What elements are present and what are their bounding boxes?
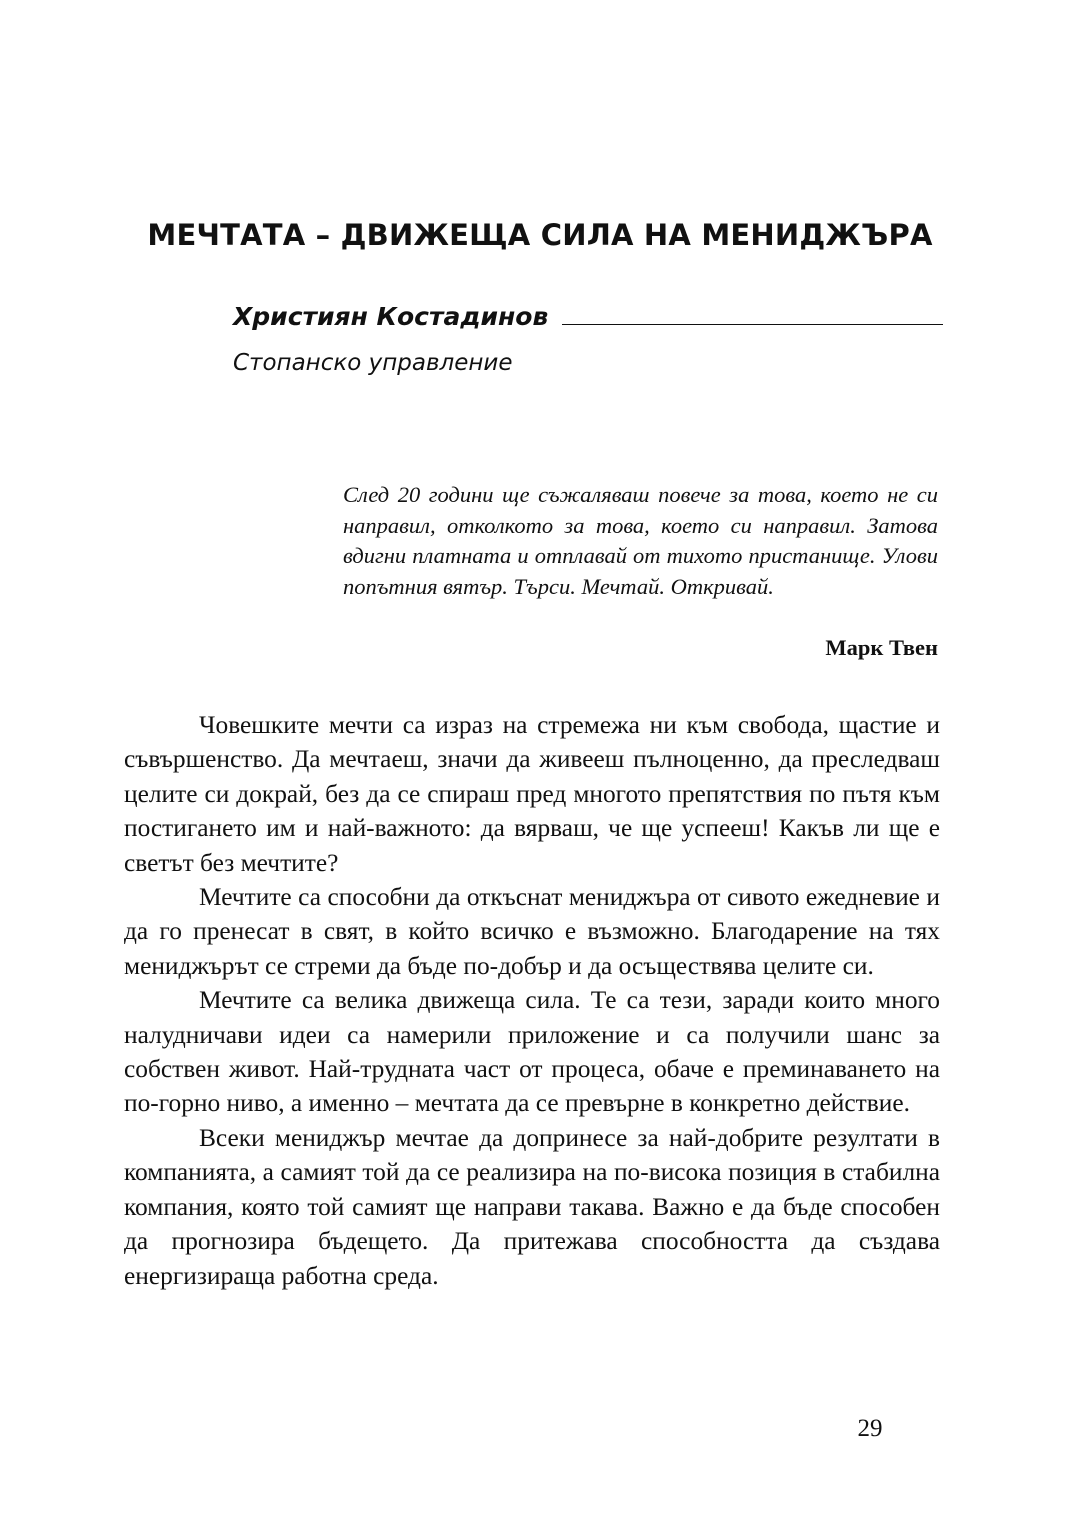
- author-block: [233, 302, 943, 331]
- author-name: Християн Костадинов: [233, 302, 549, 331]
- article-body: [124, 708, 940, 1293]
- epigraph-quote: След 20 години ще съжаляваш повече за това, което не си направил, отколкото за това, което си направил. Затова вдигни платната и отплавай от тихото пристанище. Улови попътния вятър. Търси. Мечтай. Откривай.: [343, 482, 938, 599]
- body-paragraph-2: Мечтите са способни да откъснат мениджъра от сивото ежедневие и да го пренесат в свят, в който всичко е възможно. Благодарение на тях мениджърът се стреми да бъде по-добър и да осъществява целите си.: [124, 883, 940, 980]
- body-paragraph-4: Всеки мениджър мечтае да допринесе за най-добрите резултати в компанията, а самият той да се реализира на по-висока позиция в стабилна компания, която той самият ще направи такава. Важно е да бъде способен да прогнозира бъдещето. Да притежава способността да създава енергизираща работна среда.: [124, 1123, 940, 1290]
- author-affiliation: Стопанско управление: [233, 350, 513, 376]
- body-paragraph-1: Човешките мечти са израз на стремежа ни към свобода, щастие и съвършенство. Да мечтаеш, значи да живееш пълноценно, да преследваш целите си докрай, без да се спираш пред многото препятствия по пътя към постигането им и най-важното: да вярваш, че ще успееш! Какъв ли ще е светът без мечтите?: [124, 711, 940, 877]
- article-title: МЕЧТАТА – ДВИЖЕЩА СИЛА НА МЕНИДЖЪРА: [147, 218, 933, 252]
- page-number: 29: [857, 1415, 883, 1442]
- epigraph-author: Марк Твен: [825, 635, 938, 660]
- author-underline: [562, 302, 943, 325]
- body-paragraph-3: Мечтите са велика движеща сила. Те са тези, заради които много налудничави идеи са намерили приложение и са получили шанс за собствен живот. Най-трудната част от процеса, обаче е преминаването на по-горно ниво, а именно – мечтата да се превърне в конкретно действие.: [124, 986, 940, 1118]
